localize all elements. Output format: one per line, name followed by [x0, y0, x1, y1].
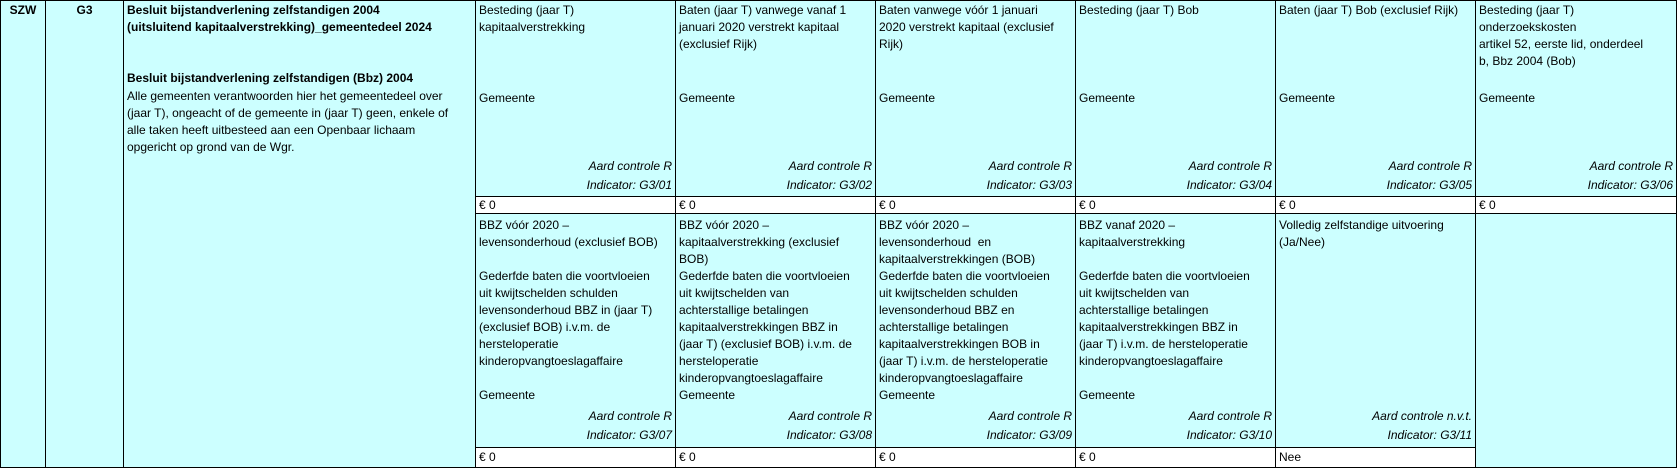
value-text: € 0 — [479, 450, 496, 464]
empty-cell — [1476, 214, 1677, 468]
control-label: Aard controle n.v.t. — [1372, 409, 1472, 423]
indicator-cell-g3-06 — [1476, 0, 1677, 196]
value-cell-g3-09[interactable] — [876, 447, 1076, 468]
indicator-text: Baten (jaar T) vanwege vanaf 1 januari 2020 verstrekt kapitaal (exclusief Rijk) — [679, 3, 847, 51]
indicator-cell-g3-01 — [476, 0, 676, 196]
indicator-cell-g3-11 — [1276, 214, 1476, 447]
control-label: Aard controle R — [1388, 159, 1472, 173]
control-label: Aard controle R — [588, 159, 672, 173]
ministry-cell — [0, 0, 46, 468]
regulation-cell — [124, 0, 476, 468]
indicator-cell-g3-08 — [676, 214, 876, 447]
value-text: € 0 — [479, 198, 496, 212]
control-label: Aard controle R — [1589, 159, 1673, 173]
regulation-description: Alle gemeenten verantwoorden hier het gemeentedeel over (jaar T), ongeacht of de gemeente in (jaar T) geen, enkele of alle taken heeft uitbesteed aan een Openbaar lichaam opgericht op grond van de Wgr. — [127, 89, 449, 154]
control-label: Aard controle R — [788, 409, 872, 423]
regulation-subtitle: Besluit bijstandverlening zelfstandigen (Bbz) 2004 — [127, 71, 414, 85]
value-text: € 0 — [1279, 198, 1296, 212]
control-label: Aard controle R — [1188, 159, 1272, 173]
regulation-title: Besluit bijstandverlening zelfstandigen 2004 (uitsluitend kapitaalverstrekking)_gemeentedeel 2024 — [127, 3, 432, 34]
indicator-cell-g3-05 — [1276, 0, 1476, 196]
indicator-cell-g3-02 — [676, 0, 876, 196]
indicator-text: Besteding (jaar T) Bob — [1079, 3, 1199, 17]
value-text: € 0 — [879, 198, 896, 212]
indicator-code: Indicator: G3/11 — [1387, 428, 1472, 442]
value-text: € 0 — [1479, 198, 1496, 212]
indicator-cell-g3-09 — [876, 214, 1076, 447]
value-cell-g3-07[interactable] — [476, 447, 676, 468]
value-cell-g3-06[interactable] — [1476, 196, 1677, 214]
control-label: Aard controle R — [788, 159, 872, 173]
indicator-code: Indicator: G3/08 — [786, 428, 872, 442]
level-label: Gemeente — [479, 91, 536, 105]
control-label: Aard controle R — [988, 159, 1072, 173]
level-label: Gemeente — [879, 91, 936, 105]
indicator-text: Baten vanwege vóór 1 januari 2020 verstrekt kapitaal (exclusief Rijk) — [879, 3, 1054, 51]
indicator-text: Besteding (jaar T) onderzoekskosten artikel 52, eerste lid, onderdeel b, Bbz 2004 (Bob) — [1479, 3, 1644, 68]
value-text: € 0 — [879, 450, 896, 464]
indicator-code: Indicator: G3/07 — [586, 428, 672, 442]
indicator-cell-g3-04 — [1076, 0, 1276, 196]
value-text: € 0 — [1079, 198, 1096, 212]
value-cell-g3-05[interactable] — [1276, 196, 1476, 214]
indicator-code: Indicator: G3/03 — [986, 178, 1072, 192]
value-text: Nee — [1279, 450, 1302, 464]
indicator-text: BBZ vóór 2020 – kapitaalverstrekking (exclusief BOB) Gederfde baten die voortvloeien uit kwijtschelden van achterstallige betalingen kapitaalverstrekkingen BBZ in (jaar T) (exclusief BOB) i.v.m. de hersteloperatie kinderopvangtoeslagaffaire Gemeente — [679, 218, 852, 402]
control-label: Aard controle R — [988, 409, 1072, 423]
code-cell — [46, 0, 124, 468]
value-cell-g3-04[interactable] — [1076, 196, 1276, 214]
value-cell-g3-08[interactable] — [676, 447, 876, 468]
value-cell-g3-03[interactable] — [876, 196, 1076, 214]
control-label: Aard controle R — [588, 409, 672, 423]
indicator-cell-g3-10 — [1076, 214, 1276, 447]
indicator-code: Indicator: G3/05 — [1386, 178, 1472, 192]
value-cell-g3-02[interactable] — [676, 196, 876, 214]
indicator-text: BBZ vóór 2020 – levensonderhoud en kapitaalverstrekkingen (BOB) Gederfde baten die voortvloeien uit kwijtschelden schulden levensonderhoud BBZ en achterstallige betalingen kapitaalverstrekkingen BOB in (jaar T) i.v.m. de hersteloperatie kinderopvangtoeslagaffaire Gemeente — [879, 218, 1050, 402]
value-cell-g3-01[interactable] — [476, 196, 676, 214]
indicator-code: Indicator: G3/10 — [1186, 428, 1272, 442]
value-text: € 0 — [679, 198, 696, 212]
indicator-cell-g3-03 — [876, 0, 1076, 196]
level-label: Gemeente — [1479, 91, 1536, 105]
indicator-text: Volledig zelfstandige uitvoering (Ja/Nee) — [1279, 218, 1444, 249]
value-cell-g3-10[interactable] — [1076, 447, 1276, 468]
indicator-text: BBZ vóór 2020 – levensonderhoud (exclusief BOB) Gederfde baten die voortvloeien uit kwijtschelden schulden levensonderhoud BBZ in (jaar T) (exclusief BOB) i.v.m. de hersteloperatie kinderopvangtoeslagaffaire Gemeente — [479, 218, 658, 402]
value-text: € 0 — [679, 450, 696, 464]
level-label: Gemeente — [1279, 91, 1336, 105]
control-label: Aard controle R — [1188, 409, 1272, 423]
indicator-code: Indicator: G3/06 — [1587, 178, 1673, 192]
ministry-label: SZW — [9, 3, 37, 17]
indicator-cell-g3-07 — [476, 214, 676, 447]
indicator-code: Indicator: G3/04 — [1186, 178, 1272, 192]
indicator-text: Baten (jaar T) Bob (exclusief Rijk) — [1279, 3, 1459, 17]
level-label: Gemeente — [679, 91, 736, 105]
value-cell-g3-11[interactable] — [1276, 447, 1476, 468]
value-text: € 0 — [1079, 450, 1096, 464]
indicator-code: Indicator: G3/09 — [986, 428, 1072, 442]
indicator-text: Besteding (jaar T) kapitaalverstrekking — [479, 3, 586, 34]
code-label: G3 — [76, 3, 93, 17]
indicator-code: Indicator: G3/01 — [586, 178, 672, 192]
indicator-code: Indicator: G3/02 — [786, 178, 872, 192]
level-label: Gemeente — [1079, 91, 1136, 105]
indicator-text: BBZ vanaf 2020 – kapitaalverstrekking Gederfde baten die voortvloeien uit kwijtschelden van achterstallige betalingen kapitaalverstrekkingen BBZ in (jaar T) i.v.m. de hersteloperatie kinderopvangtoeslagaffaire Gemeente — [1079, 218, 1250, 402]
